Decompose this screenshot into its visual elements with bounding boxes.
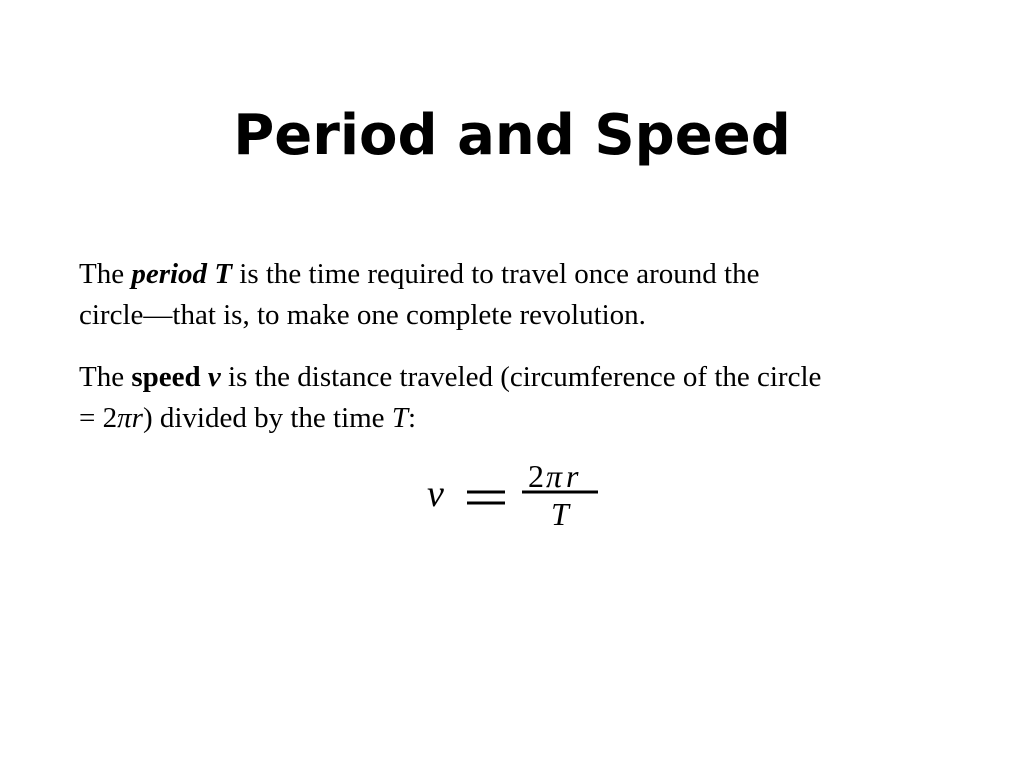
speed-definition-text: is the distance traveled (circumference of the circle (220, 361, 822, 393)
formula-lhs-v: v (427, 473, 444, 515)
slide-body (79, 254, 969, 460)
speed-term: speed (131, 361, 201, 393)
radius-symbol: r (131, 402, 143, 434)
period-intro-text: The (79, 258, 132, 290)
period-term: period (131, 258, 208, 290)
circumference-prefix: = 2 (79, 402, 118, 434)
formula-equals-sign (467, 492, 505, 503)
slide-title: Period and Speed (233, 103, 791, 168)
formula-numerator-pi: π (546, 458, 563, 494)
speed-formula (0, 458, 1024, 534)
formula-numerator-coefficient: 2 (528, 458, 544, 494)
formula-denominator-t: T (551, 496, 569, 532)
speed-intro-text: The (79, 361, 132, 393)
period-definition (79, 254, 969, 336)
speed-formula-graphic (0, 458, 1024, 534)
time-symbol: T (391, 402, 408, 434)
speed-definition-text-continued: ) divided by the time (142, 402, 392, 434)
period-symbol: T (214, 258, 233, 290)
period-definition-text-continued: circle—that is, to make one complete revolution. (79, 299, 646, 331)
period-definition-text: is the time required to travel once around the (232, 258, 760, 290)
colon-text: : (407, 402, 417, 434)
pi-symbol: π (117, 402, 132, 434)
speed-symbol: v (207, 361, 221, 393)
formula-numerator-r: r (566, 458, 579, 494)
speed-definition (79, 357, 969, 439)
